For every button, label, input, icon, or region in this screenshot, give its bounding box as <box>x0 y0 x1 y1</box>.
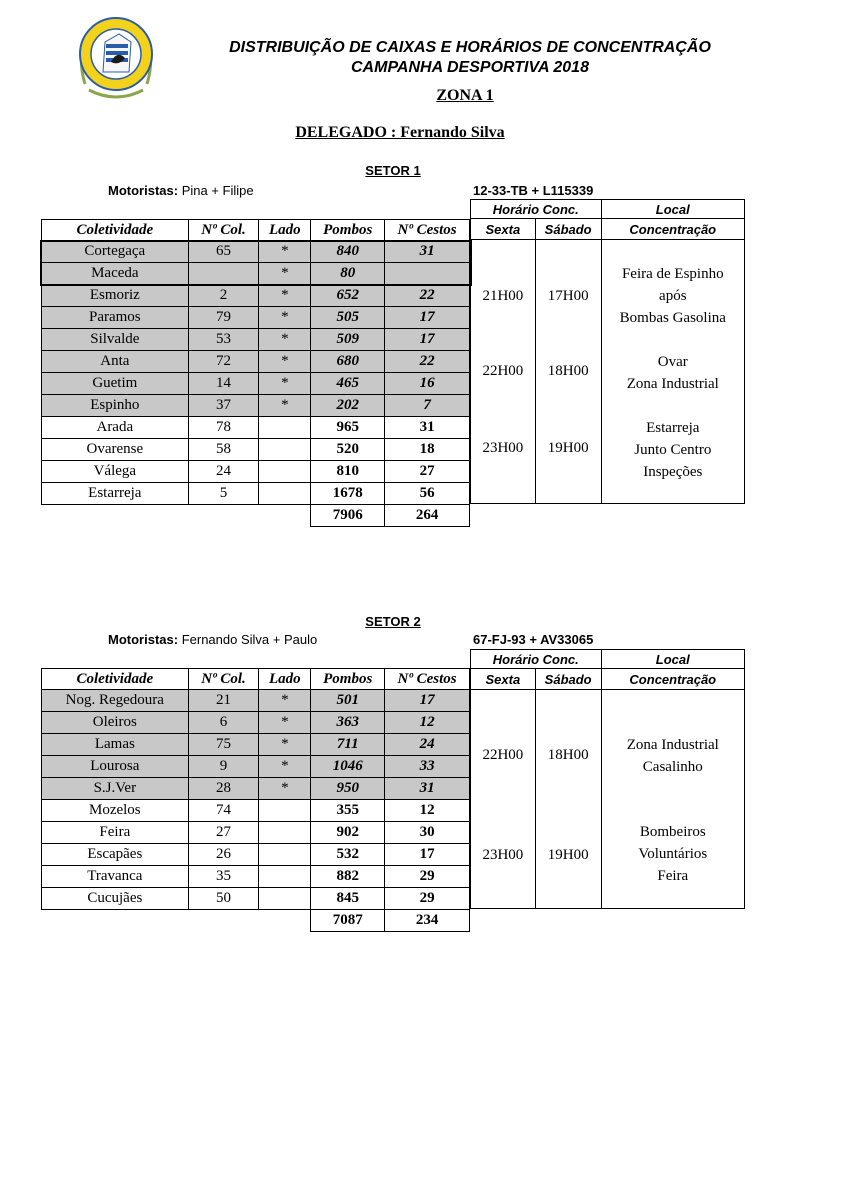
cell-ncol: 28 <box>188 778 259 800</box>
cell-cestos: 31 <box>385 778 470 800</box>
local-line: Zona Industrial <box>626 737 719 753</box>
table-row <box>42 778 470 800</box>
sector-2-table <box>41 668 470 932</box>
totals-row <box>42 910 470 932</box>
cell-coletividade: Maceda <box>42 263 189 285</box>
blank-cell <box>259 910 311 932</box>
cell-pombos: 465 <box>311 373 385 395</box>
cell-cestos: 17 <box>385 844 470 866</box>
blank-cell <box>42 505 189 527</box>
time: 18H00 <box>547 747 589 763</box>
cell-lado: * <box>259 351 311 373</box>
time: 19H00 <box>547 440 589 456</box>
cell-ncol: 6 <box>188 712 259 734</box>
table-row <box>42 417 470 439</box>
local-line: Bombeiros <box>639 824 706 840</box>
cell-ncol: 5 <box>188 483 259 505</box>
sector-2-vehicle: 67-FJ-93 + AV33065 <box>473 632 594 647</box>
association-logo <box>75 14 157 100</box>
cell-coletividade: Esmoriz <box>42 285 189 307</box>
cell-lado: * <box>259 395 311 417</box>
cell-lado: * <box>259 712 311 734</box>
table-row <box>42 756 470 778</box>
cell-coletividade: Escapães <box>42 844 189 866</box>
cell-pombos: 509 <box>311 329 385 351</box>
cell-pombos: 501 <box>311 690 385 712</box>
cell-lado <box>259 822 311 844</box>
cell-ncol: 35 <box>188 866 259 888</box>
col-header-ncol: Nº Col. <box>188 669 259 690</box>
cell-coletividade: Travanca <box>42 866 189 888</box>
sector-1-drivers <box>108 183 254 198</box>
sector-2-schedule <box>470 649 745 909</box>
time: 23H00 <box>482 847 524 863</box>
sector-2-title: SETOR 2 <box>365 614 421 629</box>
cell-pombos: 80 <box>311 263 385 285</box>
horario-header: Horário Conc. <box>471 200 602 219</box>
cell-cestos: 30 <box>385 822 470 844</box>
drivers-names: Pina + Filipe <box>181 183 254 198</box>
local-line: Bombas Gasolina <box>619 310 726 326</box>
col-header-ncestos: Nº Cestos <box>385 220 470 241</box>
cell-lado <box>259 483 311 505</box>
cell-lado: * <box>259 241 311 263</box>
table-row <box>42 734 470 756</box>
cell-pombos: 965 <box>311 417 385 439</box>
cell-ncol: 14 <box>188 373 259 395</box>
table-row <box>42 822 470 844</box>
cell-coletividade: Guetim <box>42 373 189 395</box>
total-pombos: 7906 <box>311 505 385 527</box>
cell-ncol: 26 <box>188 844 259 866</box>
cell-lado <box>259 800 311 822</box>
table-row <box>42 712 470 734</box>
cell-ncol: 72 <box>188 351 259 373</box>
cell-cestos: 24 <box>385 734 470 756</box>
concentracao-header: Concentração <box>601 219 744 240</box>
table-row <box>42 307 470 329</box>
table-row <box>42 844 470 866</box>
blank-cell <box>188 910 259 932</box>
cell-ncol: 2 <box>188 285 259 307</box>
cell-coletividade: Paramos <box>42 307 189 329</box>
cell-lado <box>259 417 311 439</box>
col-header-lado: Lado <box>259 669 311 690</box>
cell-pombos: 652 <box>311 285 385 307</box>
blank-cell <box>188 505 259 527</box>
cell-pombos: 845 <box>311 888 385 910</box>
sexta-times <box>471 690 536 909</box>
time: 18H00 <box>547 363 589 379</box>
cell-coletividade: Mozelos <box>42 800 189 822</box>
cell-lado <box>259 844 311 866</box>
cell-ncol: 65 <box>188 241 259 263</box>
cell-lado: * <box>259 263 311 285</box>
cell-ncol: 27 <box>188 822 259 844</box>
cell-ncol: 24 <box>188 461 259 483</box>
time: 21H00 <box>482 288 524 304</box>
local-line: Feira <box>657 868 689 884</box>
cell-cestos: 29 <box>385 866 470 888</box>
table-row <box>42 285 470 307</box>
cell-ncol: 79 <box>188 307 259 329</box>
cell-cestos: 33 <box>385 756 470 778</box>
local-line: Junto Centro <box>634 442 712 458</box>
delegate-heading: DELEGADO : Fernando Silva <box>295 124 505 141</box>
local-header: Local <box>601 650 744 669</box>
cell-pombos: 505 <box>311 307 385 329</box>
local-line: Voluntários <box>638 846 708 862</box>
table-row <box>42 373 470 395</box>
cell-ncol: 74 <box>188 800 259 822</box>
sabado-times <box>535 690 601 909</box>
time: 17H00 <box>547 288 589 304</box>
drivers-names: Fernando Silva + Paulo <box>181 632 318 647</box>
local-line: Inspeções <box>643 464 703 480</box>
time: 22H00 <box>482 747 524 763</box>
cell-lado: * <box>259 756 311 778</box>
cell-pombos: 520 <box>311 439 385 461</box>
cell-ncol: 78 <box>188 417 259 439</box>
totals-row <box>42 505 470 527</box>
cell-ncol: 9 <box>188 756 259 778</box>
cell-lado: * <box>259 307 311 329</box>
cell-pombos: 1046 <box>311 756 385 778</box>
table-row <box>42 800 470 822</box>
local-line: Casalinho <box>642 759 703 775</box>
sexta-header: Sexta <box>471 219 536 240</box>
cell-coletividade: Silvalde <box>42 329 189 351</box>
local-list <box>601 690 744 909</box>
sector-1-title: SETOR 1 <box>365 163 421 178</box>
col-header-coletividade: Coletividade <box>42 669 189 690</box>
blank-cell <box>259 505 311 527</box>
time: 22H00 <box>482 363 524 379</box>
cell-coletividade: Estarreja <box>42 483 189 505</box>
cell-pombos: 1678 <box>311 483 385 505</box>
blank-cell <box>42 910 189 932</box>
sector-2-drivers <box>108 632 317 647</box>
cell-coletividade: Lourosa <box>42 756 189 778</box>
total-cestos: 264 <box>385 505 470 527</box>
table-row <box>42 461 470 483</box>
local-line: Estarreja <box>646 420 700 436</box>
sabado-header: Sábado <box>535 219 601 240</box>
cell-coletividade: Cucujães <box>42 888 189 910</box>
cell-cestos: 27 <box>385 461 470 483</box>
cell-coletividade: Lamas <box>42 734 189 756</box>
col-header-pombos: Pombos <box>311 220 385 241</box>
cell-ncol: 58 <box>188 439 259 461</box>
cell-cestos: 22 <box>385 285 470 307</box>
cell-cestos: 17 <box>385 690 470 712</box>
cell-pombos: 202 <box>311 395 385 417</box>
table-row <box>42 329 470 351</box>
cell-pombos: 532 <box>311 844 385 866</box>
cell-cestos: 12 <box>385 712 470 734</box>
local-list <box>601 240 744 504</box>
cell-pombos: 810 <box>311 461 385 483</box>
local-line: Feira de Espinho <box>621 266 724 282</box>
document-title-line1: DISTRIBUIÇÃO DE CAIXAS E HORÁRIOS DE CONCENTRAÇÃO <box>229 39 711 56</box>
drivers-label: Motoristas: <box>108 183 179 198</box>
cell-cestos: 17 <box>385 329 470 351</box>
local-line: Ovar <box>657 354 688 370</box>
col-header-ncol: Nº Col. <box>188 220 259 241</box>
cell-ncol: 75 <box>188 734 259 756</box>
col-header-ncestos: Nº Cestos <box>385 669 470 690</box>
horario-header: Horário Conc. <box>471 650 602 669</box>
cell-coletividade: Ovarense <box>42 439 189 461</box>
cell-ncol: 53 <box>188 329 259 351</box>
sabado-header: Sábado <box>535 669 601 690</box>
cell-lado <box>259 888 311 910</box>
cell-ncol: 50 <box>188 888 259 910</box>
cell-ncol: 37 <box>188 395 259 417</box>
col-header-coletividade: Coletividade <box>42 220 189 241</box>
cell-pombos: 355 <box>311 800 385 822</box>
table-row <box>42 395 470 417</box>
time: 23H00 <box>482 440 524 456</box>
cell-lado: * <box>259 778 311 800</box>
cell-coletividade: Cortegaça <box>42 241 189 263</box>
cell-cestos: 29 <box>385 888 470 910</box>
local-line: após <box>659 288 687 304</box>
cell-lado <box>259 461 311 483</box>
local-header: Local <box>601 200 744 219</box>
cell-coletividade: Válega <box>42 461 189 483</box>
table-row <box>42 866 470 888</box>
cell-pombos: 902 <box>311 822 385 844</box>
local-line: Zona Industrial <box>626 376 719 392</box>
cell-coletividade: S.J.Ver <box>42 778 189 800</box>
sector-1-schedule <box>470 199 745 504</box>
col-header-lado: Lado <box>259 220 311 241</box>
cell-lado: * <box>259 734 311 756</box>
cell-lado <box>259 439 311 461</box>
concentracao-header: Concentração <box>601 669 744 690</box>
sexta-times <box>471 240 536 504</box>
zone-heading: ZONA 1 <box>436 87 494 104</box>
cell-pombos: 680 <box>311 351 385 373</box>
cell-cestos: 22 <box>385 351 470 373</box>
cell-lado: * <box>259 285 311 307</box>
cell-cestos: 12 <box>385 800 470 822</box>
cell-cestos: 56 <box>385 483 470 505</box>
cell-cestos: 16 <box>385 373 470 395</box>
sector-2-rows <box>42 690 470 932</box>
table-row <box>42 888 470 910</box>
sector-1-vehicle: 12-33-TB + L115339 <box>473 183 594 198</box>
cell-ncol: 21 <box>188 690 259 712</box>
cell-cestos: 31 <box>385 241 470 263</box>
cell-lado: * <box>259 690 311 712</box>
sabado-times <box>535 240 601 504</box>
table-row <box>42 439 470 461</box>
cell-coletividade: Nog. Regedoura <box>42 690 189 712</box>
cell-lado: * <box>259 329 311 351</box>
total-cestos: 234 <box>385 910 470 932</box>
cell-pombos: 950 <box>311 778 385 800</box>
cell-cestos: 7 <box>385 395 470 417</box>
table-row <box>42 351 470 373</box>
cell-coletividade: Arada <box>42 417 189 439</box>
total-pombos: 7087 <box>311 910 385 932</box>
cell-cestos: 18 <box>385 439 470 461</box>
cell-coletividade: Oleiros <box>42 712 189 734</box>
table-row <box>42 483 470 505</box>
cell-lado: * <box>259 373 311 395</box>
cell-coletividade: Anta <box>42 351 189 373</box>
time: 19H00 <box>547 847 589 863</box>
col-header-pombos: Pombos <box>311 669 385 690</box>
cell-cestos: 17 <box>385 307 470 329</box>
cell-pombos: 882 <box>311 866 385 888</box>
drivers-label: Motoristas: <box>108 632 179 647</box>
cell-coletividade: Feira <box>42 822 189 844</box>
cell-pombos: 840 <box>311 241 385 263</box>
cell-cestos: 31 <box>385 417 470 439</box>
cell-coletividade: Espinho <box>42 395 189 417</box>
highlight-box <box>40 240 472 286</box>
cell-lado <box>259 866 311 888</box>
table-row <box>42 690 470 712</box>
cell-pombos: 363 <box>311 712 385 734</box>
sexta-header: Sexta <box>471 669 536 690</box>
document-title-line2: CAMPANHA DESPORTIVA 2018 <box>351 59 589 76</box>
cell-pombos: 711 <box>311 734 385 756</box>
